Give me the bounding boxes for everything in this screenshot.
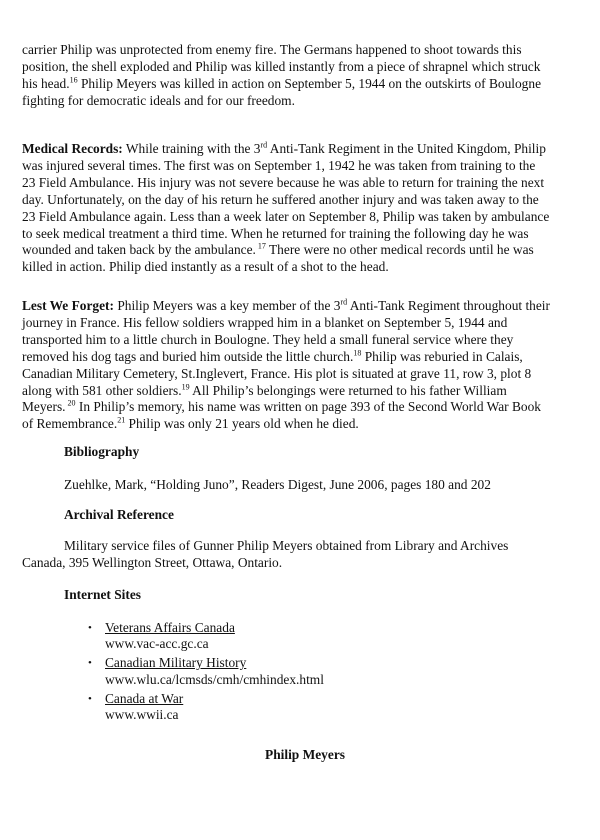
superscript-rd: rd: [340, 297, 348, 307]
internet-sites-list: [88, 620, 324, 726]
footnote-ref-19: 19: [181, 382, 190, 392]
paragraph-text: Philip was reburied in Calais, Canadian Military Cemetery, St.Inglevert, France. His plot is situated at grave 11, row 3, plot 8 along with 581 other soldiers.: [22, 348, 532, 398]
list-item: [88, 655, 324, 688]
archival-line-2: Canada, 395 Wellington Street, Ottawa, Ontario.: [22, 555, 283, 570]
footnote-ref-21: 21: [117, 415, 126, 425]
archival-line-1: Military service files of Gunner Philip Meyers obtained from Library and Archives: [64, 538, 509, 553]
footer-name: Philip Meyers: [265, 747, 345, 762]
site-url: www.wwii.ca: [105, 707, 179, 723]
site-link-veterans-affairs[interactable]: Veterans Affairs Canada: [105, 620, 235, 635]
section-label-medical: Medical Records:: [22, 141, 123, 156]
bullet-icon: •: [88, 657, 92, 670]
list-item: [88, 691, 324, 724]
paragraph-text: Philip Meyers was killed in action on September 5, 1944 on the outskirts of Boulogne fighting for democratic ideals and for our freedom.: [22, 75, 542, 108]
site-url: www.wlu.ca/lcmsds/cmh/cmhindex.html: [105, 671, 324, 687]
site-link-canadian-military-history[interactable]: Canadian Military History: [105, 655, 247, 671]
bibliography-entry: Zuehlke, Mark, “Holding Juno”, Readers Digest, June 2006, pages 180 and 202: [64, 477, 491, 492]
site-link-canada-at-war[interactable]: Canada at War: [105, 690, 184, 706]
internet-sites-heading: Internet Sites: [64, 587, 141, 602]
list-item: [88, 620, 324, 653]
section-label-lest: Lest We Forget:: [22, 298, 114, 313]
footnote-ref-18: 18: [353, 348, 362, 358]
paragraph-medical-records: [22, 141, 552, 276]
bullet-icon: •: [88, 692, 92, 705]
footnote-ref-17: 17: [255, 241, 266, 251]
paragraph-text: In Philip’s memory, his name was written on page 393 of the Second World War Book of Remembrance.: [22, 399, 541, 432]
bibliography-heading: Bibliography: [64, 444, 140, 459]
paragraph-text: carrier Philip was unprotected from enemy fire. The Germans happened to shoot towards this position, the shell exploded and Philip was killed instantly from a piece of shrapnel which struck his head.: [22, 42, 541, 91]
paragraph-text: Philip Meyers was a key member of the 3: [113, 298, 341, 313]
footnote-ref-16: 16: [69, 75, 78, 85]
site-url: www.vac-acc.gc.ca: [105, 636, 209, 652]
paragraph-text: Anti-Tank Regiment throughout their journey in France. His fellow soldiers wrapped him in a blanket on September 5, 1944 and transported him to a little church in Boulogne. They held a small funeral service where they removed his dog tags and buried him outside the little church.: [22, 298, 550, 364]
paragraph-lest-we-forget: [22, 298, 552, 433]
paragraph-death: [22, 42, 552, 110]
footnote-ref-20: 20: [65, 398, 76, 408]
paragraph-text: Anti-Tank Regiment in the United Kingdom, Philip was injured several times. The first was on September 1, 1942 he was taken from training to the 23 Field Ambulance. His injury was not severe because he was able to return for training the next day. Unfortunately, on the day of his return he suffered another injury and was taken away to the 23 Field Ambulance again. Less than a week later on September 8, Philip was taken by ambulance to seek medical treatment a third time. When he returned for training the following day he was wounded and taken back by the ambulance.: [22, 141, 550, 258]
paragraph-text: There were no other medical records until he was killed in action. Philip died instantly as a result of a shot to the head.: [22, 242, 534, 275]
paragraph-text: While training with the 3: [122, 141, 261, 156]
archival-heading: Archival Reference: [64, 507, 174, 522]
paragraph-text: Philip was only 21 years old when he died.: [125, 416, 359, 432]
paragraph-text: All Philip’s belongings were returned to his father William Meyers.: [22, 382, 507, 415]
bullet-icon: •: [88, 622, 92, 634]
superscript-rd: rd: [260, 140, 268, 150]
